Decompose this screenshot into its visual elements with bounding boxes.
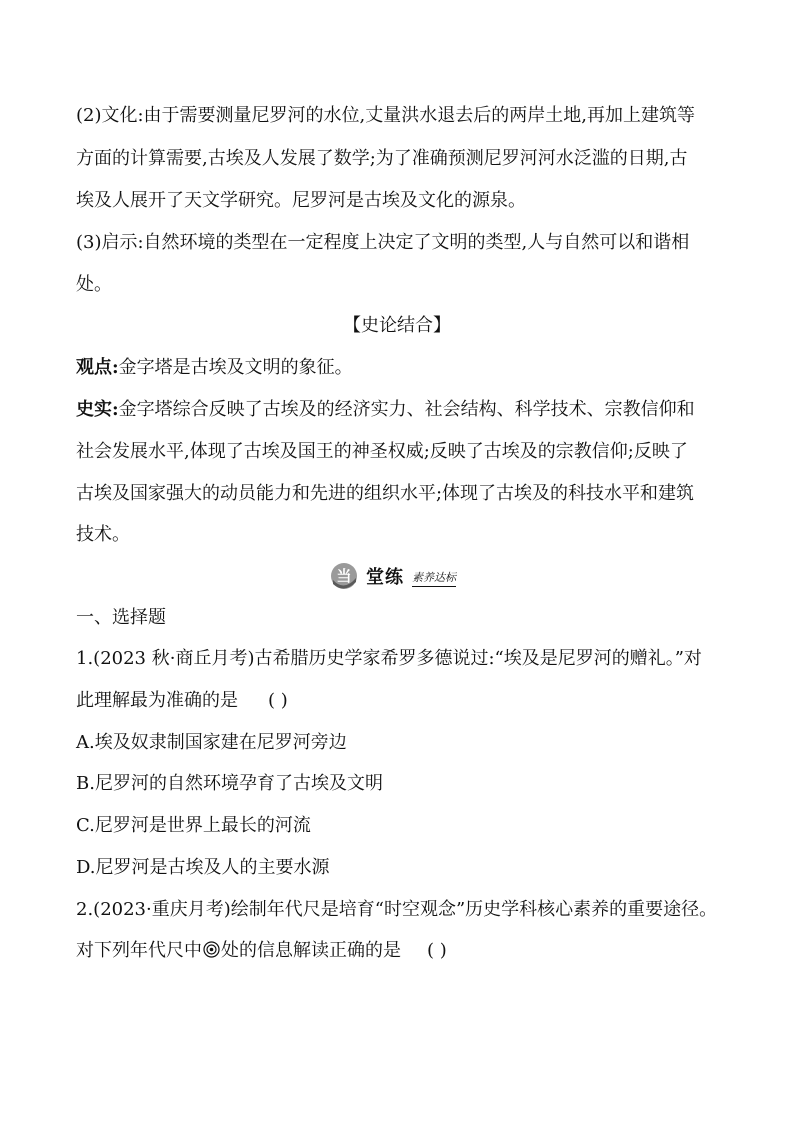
question1-option-a[interactable]: A.埃及奴隶制国家建在尼罗河旁边 [76, 732, 347, 753]
class-practice-badge-icon [330, 562, 358, 590]
question2-stem-line-1: 2.(2023·重庆月考)绘制年代尺是培育“时空观念”历史学科核心素养的重要途径。 [76, 899, 718, 920]
concentric-circle-marker-icon [203, 941, 220, 958]
culture-line-2: 方面的计算需要,古埃及人发展了数学;为了准确预测尼罗河河水泛滥的日期,古 [76, 148, 688, 169]
question1-option-b[interactable]: B.尼罗河的自然环境孕育了古埃及文明 [76, 773, 383, 794]
facts-label: 史实: [76, 399, 119, 420]
class-practice-banner [330, 561, 456, 591]
culture-line-3: 埃及人展开了天文学研究。尼罗河是古埃及文化的源泉。 [76, 190, 526, 211]
question1-option-c[interactable]: C.尼罗河是世界上最长的河流 [76, 815, 311, 836]
question2-stem-text-after: 处的信息解读正确的是 [221, 940, 401, 961]
question2-answer-blank[interactable]: ( ) [427, 940, 447, 961]
section-heading: 一、选择题 [76, 607, 166, 628]
question1-option-d[interactable]: D.尼罗河是古埃及人的主要水源 [76, 857, 330, 878]
facts-line-3: 古埃及国家强大的动员能力和先进的组织水平;体现了古埃及的科技水平和建筑 [76, 483, 695, 504]
question1-answer-blank[interactable]: ( ) [268, 690, 288, 711]
facts-text-1: 金字塔综合反映了古埃及的经济实力、社会结构、科学技术、宗教信仰和 [118, 399, 695, 420]
svg-text:当: 当 [336, 567, 352, 585]
facts-line-2: 社会发展水平,体现了古埃及国王的神圣权威;反映了古埃及的宗教信仰;反映了 [76, 441, 688, 462]
question2-stem-line-2 [76, 939, 447, 963]
question2-stem-text-before: 对下列年代尺中 [76, 940, 202, 961]
culture-line-1: (2)文化:由于需要测量尼罗河的水位,丈量洪水退去后的两岸土地,再加上建筑等 [76, 105, 696, 126]
class-practice-subtitle: 素养达标 [412, 569, 456, 587]
question1-stem-line-1: 1.(2023 秋·商丘月考)古希腊历史学家希罗多德说过:“埃及是尼罗河的赠礼。”对 [76, 648, 702, 669]
facts-line-1 [76, 398, 695, 422]
class-practice-title: 堂练 [366, 567, 404, 588]
facts-line-4: 技术。 [76, 524, 130, 545]
viewpoint-text: 金字塔是古埃及文明的象征。 [118, 357, 353, 378]
question1-stem-text: 此理解最为准确的是 [76, 690, 238, 711]
history-combo-heading: 【史论结合】 [343, 315, 451, 336]
inspiration-line-1: (3)启示:自然环境的类型在一定程度上决定了文明的类型,人与自然可以和谐相 [76, 232, 690, 253]
viewpoint-label: 观点: [76, 357, 119, 378]
question1-stem-line-2 [76, 689, 288, 713]
inspiration-line-2: 处。 [76, 274, 112, 295]
viewpoint-paragraph [76, 356, 353, 380]
